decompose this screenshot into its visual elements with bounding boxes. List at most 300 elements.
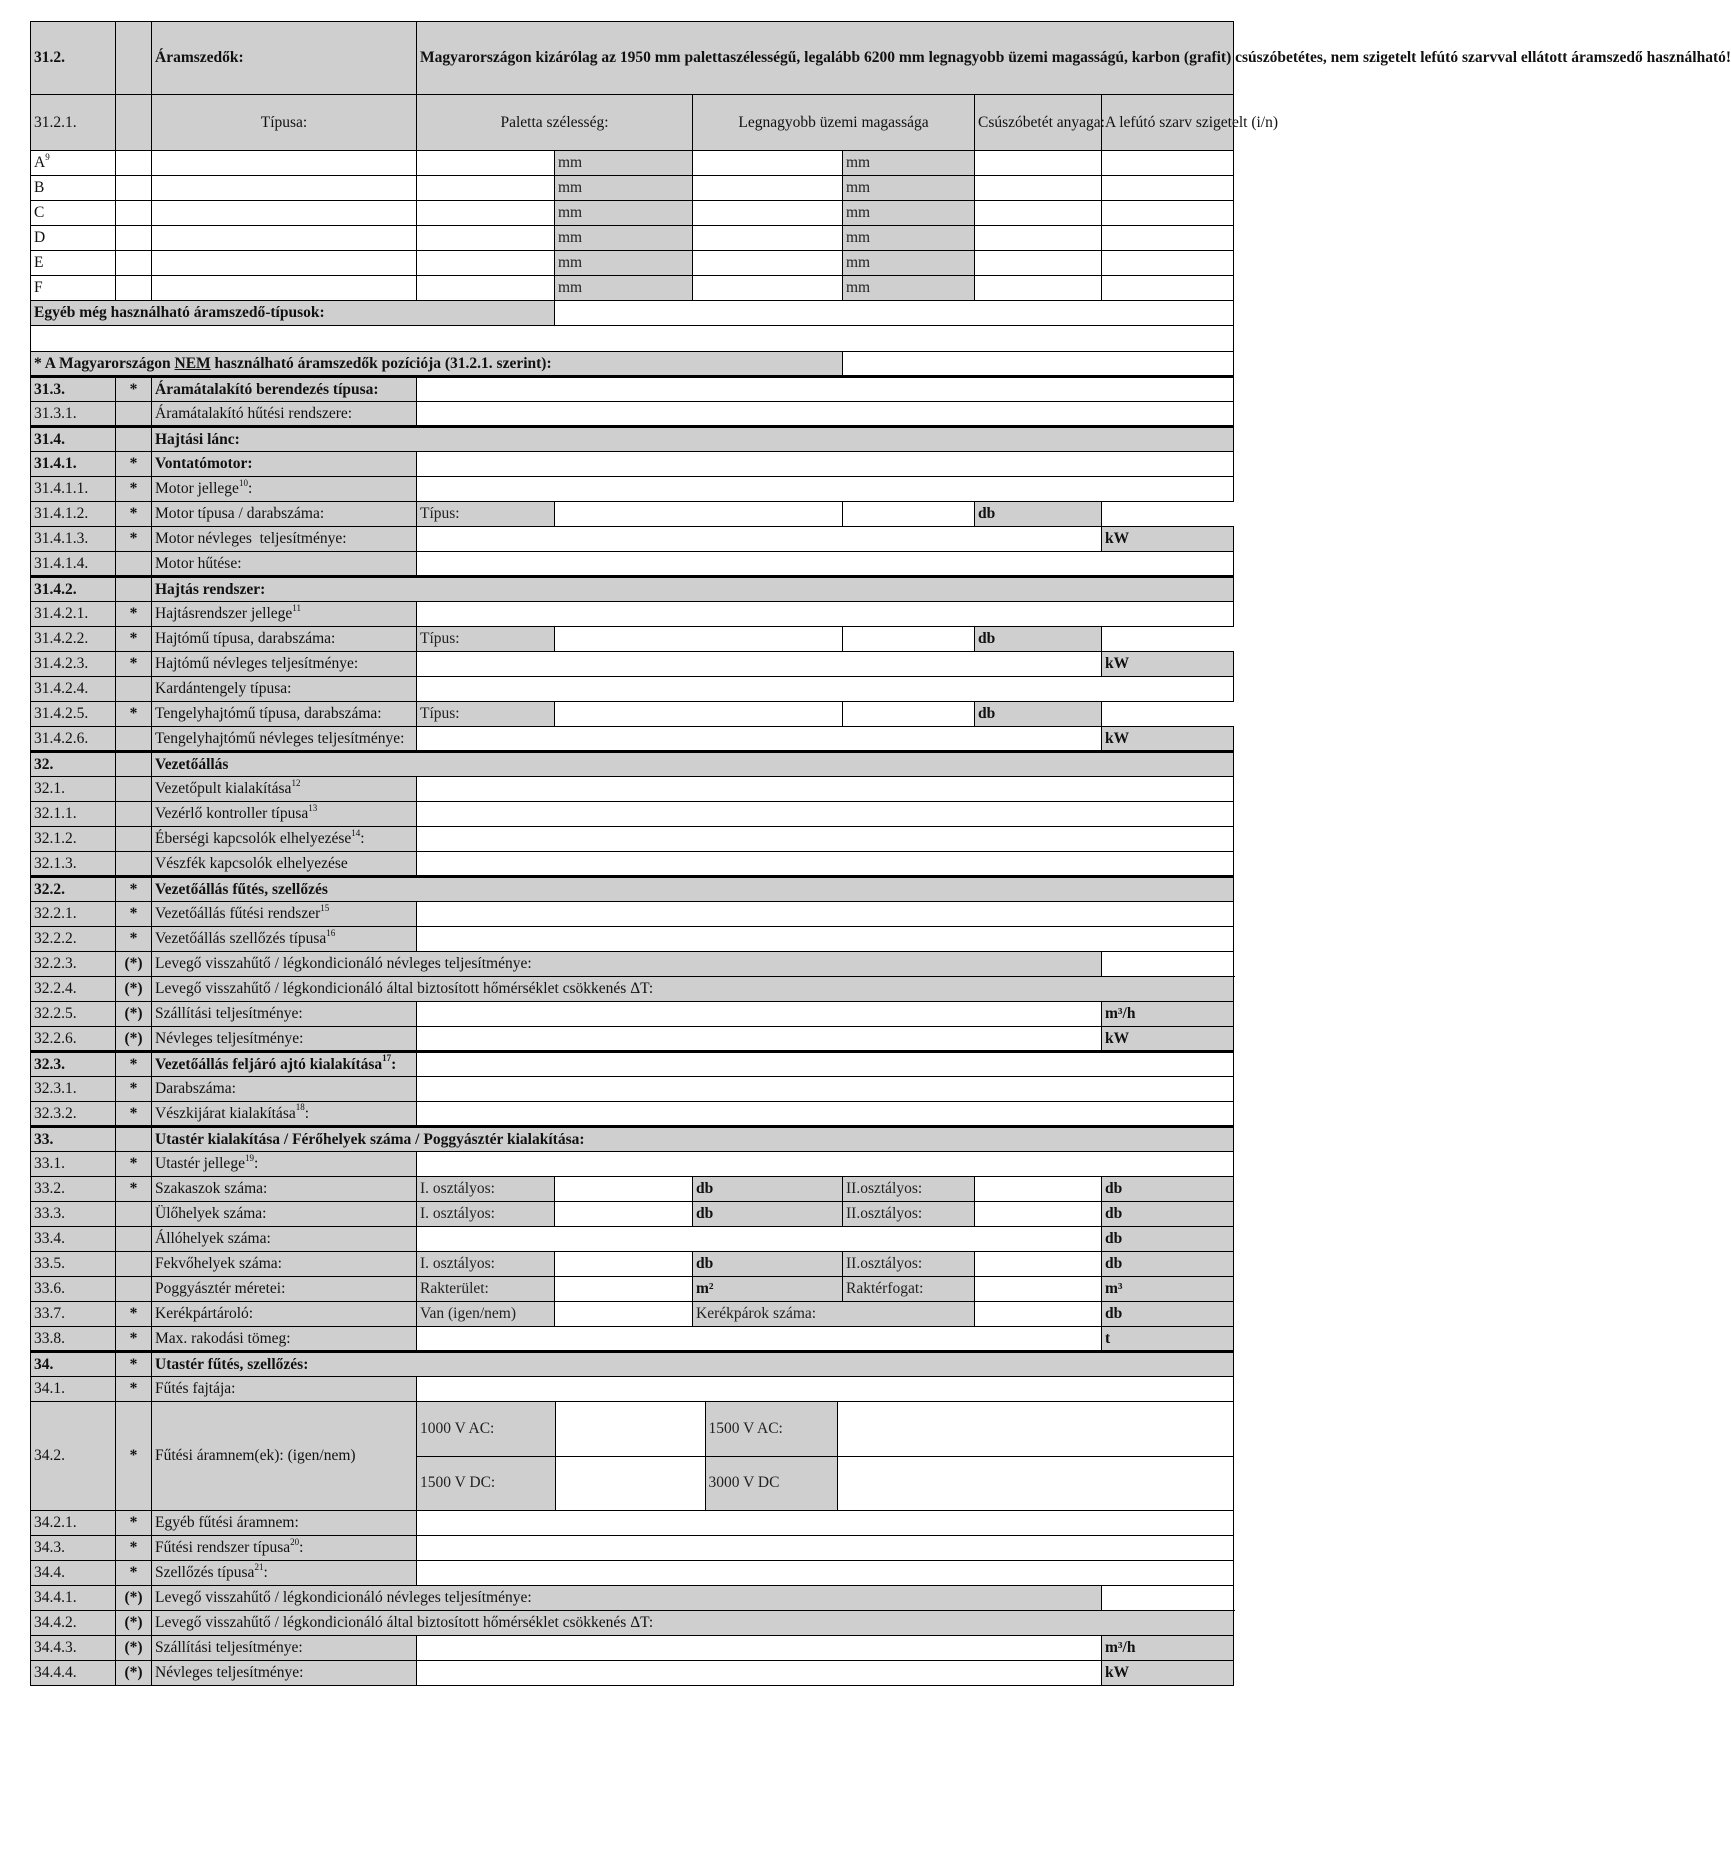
value-input[interactable]: [417, 602, 1234, 627]
star-cell: [116, 176, 152, 201]
required-mark: (*): [116, 1611, 152, 1636]
required-mark: *: [116, 1377, 152, 1402]
star-cell: [116, 95, 152, 151]
voltage-input[interactable]: [837, 1456, 1233, 1510]
form-row: [31, 727, 1234, 752]
value-input[interactable]: [417, 1511, 1234, 1536]
footnote-ref: 16: [326, 927, 336, 938]
required-mark: *: [116, 452, 152, 477]
class-1-input[interactable]: [555, 1252, 693, 1277]
row-number: 31.2.1.: [31, 95, 116, 151]
class-2-input[interactable]: [975, 1202, 1102, 1227]
count-input[interactable]: [843, 627, 975, 652]
form-row: [31, 1536, 1234, 1561]
max-height-input[interactable]: [693, 276, 843, 301]
value-input[interactable]: [417, 1002, 1102, 1027]
value-input[interactable]: [417, 677, 1234, 702]
value-input[interactable]: [417, 402, 1234, 427]
required-mark: [116, 577, 152, 602]
column-header-contact-strip: Csúszóbetét anyaga:: [975, 95, 1102, 151]
footnote-ref: 19: [244, 1152, 254, 1163]
form-row: [31, 927, 1234, 952]
value-input[interactable]: [417, 1227, 1102, 1252]
max-height-input[interactable]: [693, 226, 843, 251]
label-suffix: :: [360, 830, 365, 847]
required-mark: *: [116, 927, 152, 952]
footnote-ref: 10: [238, 477, 248, 488]
field-label: [152, 677, 417, 702]
class-1-label: I. osztályos:: [417, 1177, 555, 1202]
pallet-width-input[interactable]: [417, 151, 555, 176]
row-number: 32.2.5.: [31, 1002, 116, 1027]
row-number: 34.4.4.: [31, 1661, 116, 1686]
field-label-text: Szakaszok száma:: [155, 1180, 268, 1197]
heating-current-row: [417, 1402, 1233, 1456]
form-row: [31, 1152, 1234, 1177]
max-height-input[interactable]: [693, 251, 843, 276]
form-row: [31, 402, 1234, 427]
required-mark: [116, 1277, 152, 1302]
voltage-label: 1000 V AC:: [417, 1402, 555, 1456]
field-label-text: Levegő visszahűtő / légkondicionáló által biztosított hőmérséklet csökkenés ΔT:: [155, 1614, 654, 1631]
row-number: 33.3.: [31, 1202, 116, 1227]
contact-strip-input[interactable]: [975, 176, 1102, 201]
count-input[interactable]: [843, 502, 975, 527]
class-2-input[interactable]: [975, 1177, 1102, 1202]
field-label: [152, 377, 417, 402]
field-label: [152, 1152, 417, 1177]
required-mark: [116, 1127, 152, 1152]
not-usable-input[interactable]: [843, 352, 1234, 377]
row-number: 32.2.: [31, 877, 116, 902]
row-number: 31.4.2.1.: [31, 602, 116, 627]
pantograph-row: [31, 276, 1234, 301]
field-label: [152, 502, 417, 527]
value-input[interactable]: [417, 652, 1102, 677]
contact-strip-input[interactable]: [975, 276, 1102, 301]
field-label: [152, 1611, 1234, 1636]
required-mark: (*): [116, 952, 152, 977]
type-input[interactable]: [152, 201, 417, 226]
voltage-label: 3000 V DC: [705, 1456, 837, 1510]
type-input[interactable]: [152, 251, 417, 276]
field-label: [152, 1377, 417, 1402]
form-row: [31, 902, 1234, 927]
row-number: 32.1.: [31, 777, 116, 802]
max-height-input[interactable]: [693, 201, 843, 226]
field-label-text: Vezetőállás feljáró ajtó kialakítása: [155, 1055, 383, 1073]
form-row: [31, 1611, 1234, 1636]
unit-mm: mm: [843, 176, 975, 201]
form-row: [31, 1202, 1234, 1227]
field-label: [152, 727, 417, 752]
star-cell: [116, 276, 152, 301]
field-label: [152, 1027, 417, 1052]
field-label-text: Utastér jellege: [155, 1155, 245, 1172]
value-input[interactable]: [417, 377, 1234, 402]
form-row: [31, 627, 1234, 652]
label-suffix: :: [253, 1155, 259, 1172]
row-number: 31.4.1.3.: [31, 527, 116, 552]
class-1-unit: db: [693, 1252, 843, 1277]
field-label: [152, 602, 417, 627]
label-suffix: :: [263, 1564, 268, 1581]
value-input[interactable]: [417, 777, 1234, 802]
pantograph-row: [31, 226, 1234, 251]
value-input[interactable]: [417, 1102, 1234, 1127]
row-number: 32.1.1.: [31, 802, 116, 827]
horn-insulated-input[interactable]: [1102, 276, 1234, 301]
star-cell: [116, 251, 152, 276]
required-mark: *: [116, 627, 152, 652]
required-mark: *: [116, 902, 152, 927]
pallet-width-input[interactable]: [417, 176, 555, 201]
form-row: [31, 1402, 1234, 1511]
field-label-text: Szállítási teljesítménye:: [155, 1005, 303, 1022]
form-row: [31, 1352, 1234, 1377]
type-input[interactable]: [555, 702, 843, 727]
value-input[interactable]: [417, 827, 1234, 852]
form-row: [31, 1636, 1234, 1661]
required-mark: [116, 1227, 152, 1252]
field-label-text: Vezérlő kontroller típusa: [155, 805, 309, 822]
pantograph-header-row: [31, 95, 1234, 151]
field-label-text: Ülőhelyek száma:: [155, 1205, 267, 1222]
field-label-text: Tengelyhajtómű névleges teljesítménye:: [155, 729, 405, 747]
value-input[interactable]: [417, 727, 1102, 752]
field-label-text: Utastér kialakítása / Férőhelyek száma / Poggyásztér kialakítása:: [155, 1130, 585, 1148]
field-label: [152, 777, 417, 802]
field-label-text: Áramátalakító hűtési rendszere:: [155, 404, 353, 422]
unit-label: db: [975, 502, 1102, 527]
row-number: 31.2.: [31, 22, 116, 95]
pallet-width-input[interactable]: [417, 251, 555, 276]
required-mark: *: [116, 602, 152, 627]
form-row: [31, 952, 1234, 977]
field-label-text: Levegő visszahűtő / légkondicionáló névleges teljesítménye:: [155, 955, 532, 972]
star-cell: [116, 226, 152, 251]
field-label-text: Vezetőállás: [155, 755, 229, 773]
type-input[interactable]: [152, 276, 417, 301]
value-input[interactable]: [417, 477, 1234, 502]
field-label: [152, 527, 417, 552]
required-mark: *: [116, 1152, 152, 1177]
value-input[interactable]: [417, 552, 1234, 577]
column-header-pallet-width: Paletta szélesség:: [417, 95, 693, 151]
column-header-horn-insulated: A lefútó szarv szigetelt (i/n): [1102, 95, 1234, 151]
value-input[interactable]: [417, 1377, 1234, 1402]
row-number: 31.4.2.4.: [31, 677, 116, 702]
label-part: használható áramszedők pozíciója (31.2.1. szerint):: [210, 354, 552, 372]
class-2-label: II.osztályos:: [843, 1177, 975, 1202]
max-height-input[interactable]: [693, 151, 843, 176]
voltage-input[interactable]: [555, 1456, 705, 1510]
class-1-input[interactable]: [555, 1277, 693, 1302]
unit-label: db: [1102, 1302, 1234, 1327]
field-label-text: Motor hűtése:: [155, 554, 242, 572]
value-input[interactable]: [417, 527, 1102, 552]
label-suffix: :: [391, 1055, 397, 1073]
required-mark: *: [116, 1102, 152, 1127]
class-1-unit: m²: [693, 1277, 843, 1302]
field-label: [152, 927, 417, 952]
required-mark: (*): [116, 1661, 152, 1686]
unit-label: kW: [1102, 727, 1234, 752]
star-cell: [116, 151, 152, 176]
field-label-text: Max. rakodási tömeg:: [155, 1329, 291, 1347]
required-mark: *: [116, 652, 152, 677]
class-2-input[interactable]: [975, 1277, 1102, 1302]
pallet-width-input[interactable]: [417, 226, 555, 251]
unit-mm: mm: [843, 276, 975, 301]
class-2-unit: m³: [1102, 1277, 1234, 1302]
field-label: [152, 1511, 417, 1536]
row-number: 32.2.2.: [31, 927, 116, 952]
form-row: [31, 652, 1234, 677]
footnote-ref: 17: [382, 1053, 392, 1064]
row-number: 32.2.1.: [31, 902, 116, 927]
form-row: [31, 752, 1234, 777]
form-row: [31, 677, 1234, 702]
contact-strip-input[interactable]: [975, 151, 1102, 176]
value-input[interactable]: [417, 1661, 1102, 1686]
row-number: 32.2.6.: [31, 1027, 116, 1052]
row-number: 34.4.2.: [31, 1611, 116, 1636]
pantograph-letter: F: [34, 279, 43, 296]
field-label-text: Vontatómotor:: [155, 455, 253, 472]
row-number: 32.1.3.: [31, 852, 116, 877]
row-number: 32.2.3.: [31, 952, 116, 977]
label-suffix: :: [299, 1539, 304, 1556]
form-row: [31, 552, 1234, 577]
value-input[interactable]: [417, 802, 1234, 827]
field-label-text: Hajtásrendszer jellege: [155, 605, 293, 622]
field-label-text: Kardántengely típusa:: [155, 680, 292, 697]
field-label-text: Éberségi kapcsolók elhelyezése: [155, 830, 352, 847]
type-input[interactable]: [555, 502, 843, 527]
field-label-text: Hajtómű névleges teljesítménye:: [155, 655, 359, 672]
heating-current-grid: [417, 1402, 1234, 1511]
field-label-text: Fekvőhelyek száma:: [155, 1255, 282, 1272]
required-mark: *: [116, 1402, 152, 1511]
horn-insulated-input[interactable]: [1102, 151, 1234, 176]
unit-mm: mm: [555, 251, 693, 276]
field-label: [152, 1302, 417, 1327]
field-label: [152, 877, 1234, 902]
class-2-label: II.osztályos:: [843, 1252, 975, 1277]
form-row: [31, 1661, 1234, 1686]
row-number: 31.4.1.2.: [31, 502, 116, 527]
max-height-input[interactable]: [693, 176, 843, 201]
value-input[interactable]: [417, 1027, 1102, 1052]
field-label-text: Motor típusa / darabszáma:: [155, 505, 325, 522]
field-label: [152, 1102, 417, 1127]
label-part: * A Magyarországon: [34, 354, 175, 372]
unit-label: kW: [1102, 652, 1234, 677]
required-mark: *: [116, 1177, 152, 1202]
row-number: 34.2.1.: [31, 1511, 116, 1536]
voltage-input[interactable]: [555, 1402, 705, 1456]
footnote-ref: 18: [295, 1102, 305, 1113]
row-number: 32.: [31, 752, 116, 777]
value-input[interactable]: [417, 1152, 1234, 1177]
type-input[interactable]: [152, 176, 417, 201]
pantograph-row: [31, 201, 1234, 226]
footnote-ref: 15: [320, 902, 330, 913]
field-label: [152, 702, 417, 727]
field-label: [152, 1586, 1102, 1611]
value-input[interactable]: [417, 1052, 1234, 1077]
field-label-text: Hajtás rendszer:: [155, 580, 266, 598]
column-header-max-height: Legnagyobb üzemi magassága: [693, 95, 975, 151]
field-label-text: Utastér fűtés, szellőzés:: [155, 1355, 309, 1373]
field-label: [152, 1227, 417, 1252]
heating-current-table: [417, 1402, 1233, 1510]
type-input[interactable]: [152, 151, 417, 176]
form-row: [31, 1302, 1234, 1327]
value-input[interactable]: [1102, 1586, 1234, 1611]
other-types-input[interactable]: [555, 301, 1234, 326]
pantograph-letter: B: [34, 179, 45, 196]
pallet-width-input[interactable]: [417, 201, 555, 226]
row-number: 34.1.: [31, 1377, 116, 1402]
bike-count-label: Kerékpárok száma:: [693, 1302, 975, 1327]
type-input[interactable]: [555, 627, 843, 652]
form-row: [31, 1327, 1234, 1352]
horn-insulated-input[interactable]: [1102, 226, 1234, 251]
form-row: [31, 577, 1234, 602]
required-mark: [116, 852, 152, 877]
contact-strip-input[interactable]: [975, 226, 1102, 251]
required-mark: [116, 752, 152, 777]
pantograph-label: [31, 176, 116, 201]
value-input[interactable]: [417, 902, 1234, 927]
field-label-text: Fűtési áramnem(ek): (igen/nem): [155, 1447, 356, 1464]
field-label: [152, 1327, 417, 1352]
bike-count-input[interactable]: [975, 1302, 1102, 1327]
field-label: [152, 652, 417, 677]
value-input[interactable]: [1102, 952, 1234, 977]
pantograph-note: Magyarországon kizárólag az 1950 mm palettaszélességű, legalább 6200 mm legnagyobb üzemi magasságú, karbon (grafit) csúszóbetétes, nem szigetelt lefútó szarvval ellátott áramszedő használható!: [417, 22, 1234, 95]
star-cell: [116, 22, 152, 95]
unit-label: db: [975, 627, 1102, 652]
type-input[interactable]: [152, 226, 417, 251]
pantograph-label: [31, 251, 116, 276]
row-number: 34.3.: [31, 1536, 116, 1561]
field-label-text: Fűtés fajtája:: [155, 1380, 236, 1397]
voltage-label: 1500 V DC:: [417, 1456, 555, 1510]
form-row: [31, 1102, 1234, 1127]
value-input[interactable]: [417, 1536, 1234, 1561]
field-label-text: Vezetőállás fűtési rendszer: [155, 905, 321, 922]
row-number: 34.4.3.: [31, 1636, 116, 1661]
field-label: [152, 952, 1102, 977]
class-1-unit: db: [693, 1177, 843, 1202]
voltage-input[interactable]: [837, 1402, 1233, 1456]
contact-strip-input[interactable]: [975, 251, 1102, 276]
class-1-input[interactable]: [555, 1177, 693, 1202]
other-types-row: [31, 301, 1234, 326]
required-mark: *: [116, 877, 152, 902]
footnote-ref: 14: [351, 827, 361, 838]
field-label-text: Motor jellege: [155, 480, 239, 497]
class-1-input[interactable]: [555, 1202, 693, 1227]
row-number: 31.3.: [31, 377, 116, 402]
pallet-width-input[interactable]: [417, 276, 555, 301]
unit-label: kW: [1102, 1027, 1234, 1052]
required-mark: *: [116, 1052, 152, 1077]
row-number: 32.3.: [31, 1052, 116, 1077]
field-label: [152, 577, 1234, 602]
row-number: 31.4.2.5.: [31, 702, 116, 727]
field-label-text: Vészkijárat kialakítása: [155, 1104, 296, 1122]
class-2-input[interactable]: [975, 1252, 1102, 1277]
value-input[interactable]: [417, 927, 1234, 952]
value-input[interactable]: [417, 1636, 1102, 1661]
field-label-text: Szállítási teljesítménye:: [155, 1639, 303, 1656]
required-mark: *: [116, 1536, 152, 1561]
field-label-text: Névleges teljesítménye:: [155, 1029, 304, 1047]
class-1-unit: db: [693, 1202, 843, 1227]
row-number: 34.4.1.: [31, 1586, 116, 1611]
type-label: Típus:: [417, 627, 555, 652]
contact-strip-input[interactable]: [975, 201, 1102, 226]
unit-label: m³/h: [1102, 1002, 1234, 1027]
row-number: 33.6.: [31, 1277, 116, 1302]
required-mark: *: [116, 1511, 152, 1536]
value-input[interactable]: [417, 1077, 1234, 1102]
form-row: [31, 1002, 1234, 1027]
required-mark: *: [116, 477, 152, 502]
form-row: [31, 702, 1234, 727]
field-label: [152, 852, 417, 877]
required-mark: (*): [116, 1586, 152, 1611]
field-label: [152, 1352, 1234, 1377]
value-input[interactable]: [417, 1327, 1102, 1352]
column-header-type: Típusa:: [152, 95, 417, 151]
horn-insulated-input[interactable]: [1102, 176, 1234, 201]
field-label-text: Névleges teljesítménye:: [155, 1664, 304, 1681]
required-mark: *: [116, 527, 152, 552]
count-input[interactable]: [843, 702, 975, 727]
value-input[interactable]: [417, 852, 1234, 877]
bike-storage-input[interactable]: [555, 1302, 693, 1327]
form-row: [31, 877, 1234, 902]
pantograph-label: [31, 226, 116, 251]
form-row: [31, 427, 1234, 452]
required-mark: [116, 552, 152, 577]
required-mark: (*): [116, 1636, 152, 1661]
form-table: [30, 21, 1731, 1686]
form-row: [31, 1077, 1234, 1102]
field-label: [152, 1252, 417, 1277]
field-label-text: Egyéb fűtési áramnem:: [155, 1514, 299, 1531]
horn-insulated-input[interactable]: [1102, 251, 1234, 276]
field-label-text: Poggyásztér méretei:: [155, 1280, 286, 1297]
value-input[interactable]: [417, 1561, 1234, 1586]
label-emphasis: NEM: [174, 354, 211, 372]
unit-mm: mm: [555, 226, 693, 251]
row-number: 33.1.: [31, 1152, 116, 1177]
field-label: [152, 1052, 417, 1077]
field-label-text: Hajtómű típusa, darabszáma:: [155, 630, 336, 647]
value-input[interactable]: [417, 452, 1234, 477]
field-label: [152, 827, 417, 852]
unit-mm: mm: [843, 251, 975, 276]
label-suffix: :: [247, 480, 253, 497]
horn-insulated-input[interactable]: [1102, 201, 1234, 226]
required-mark: *: [116, 702, 152, 727]
